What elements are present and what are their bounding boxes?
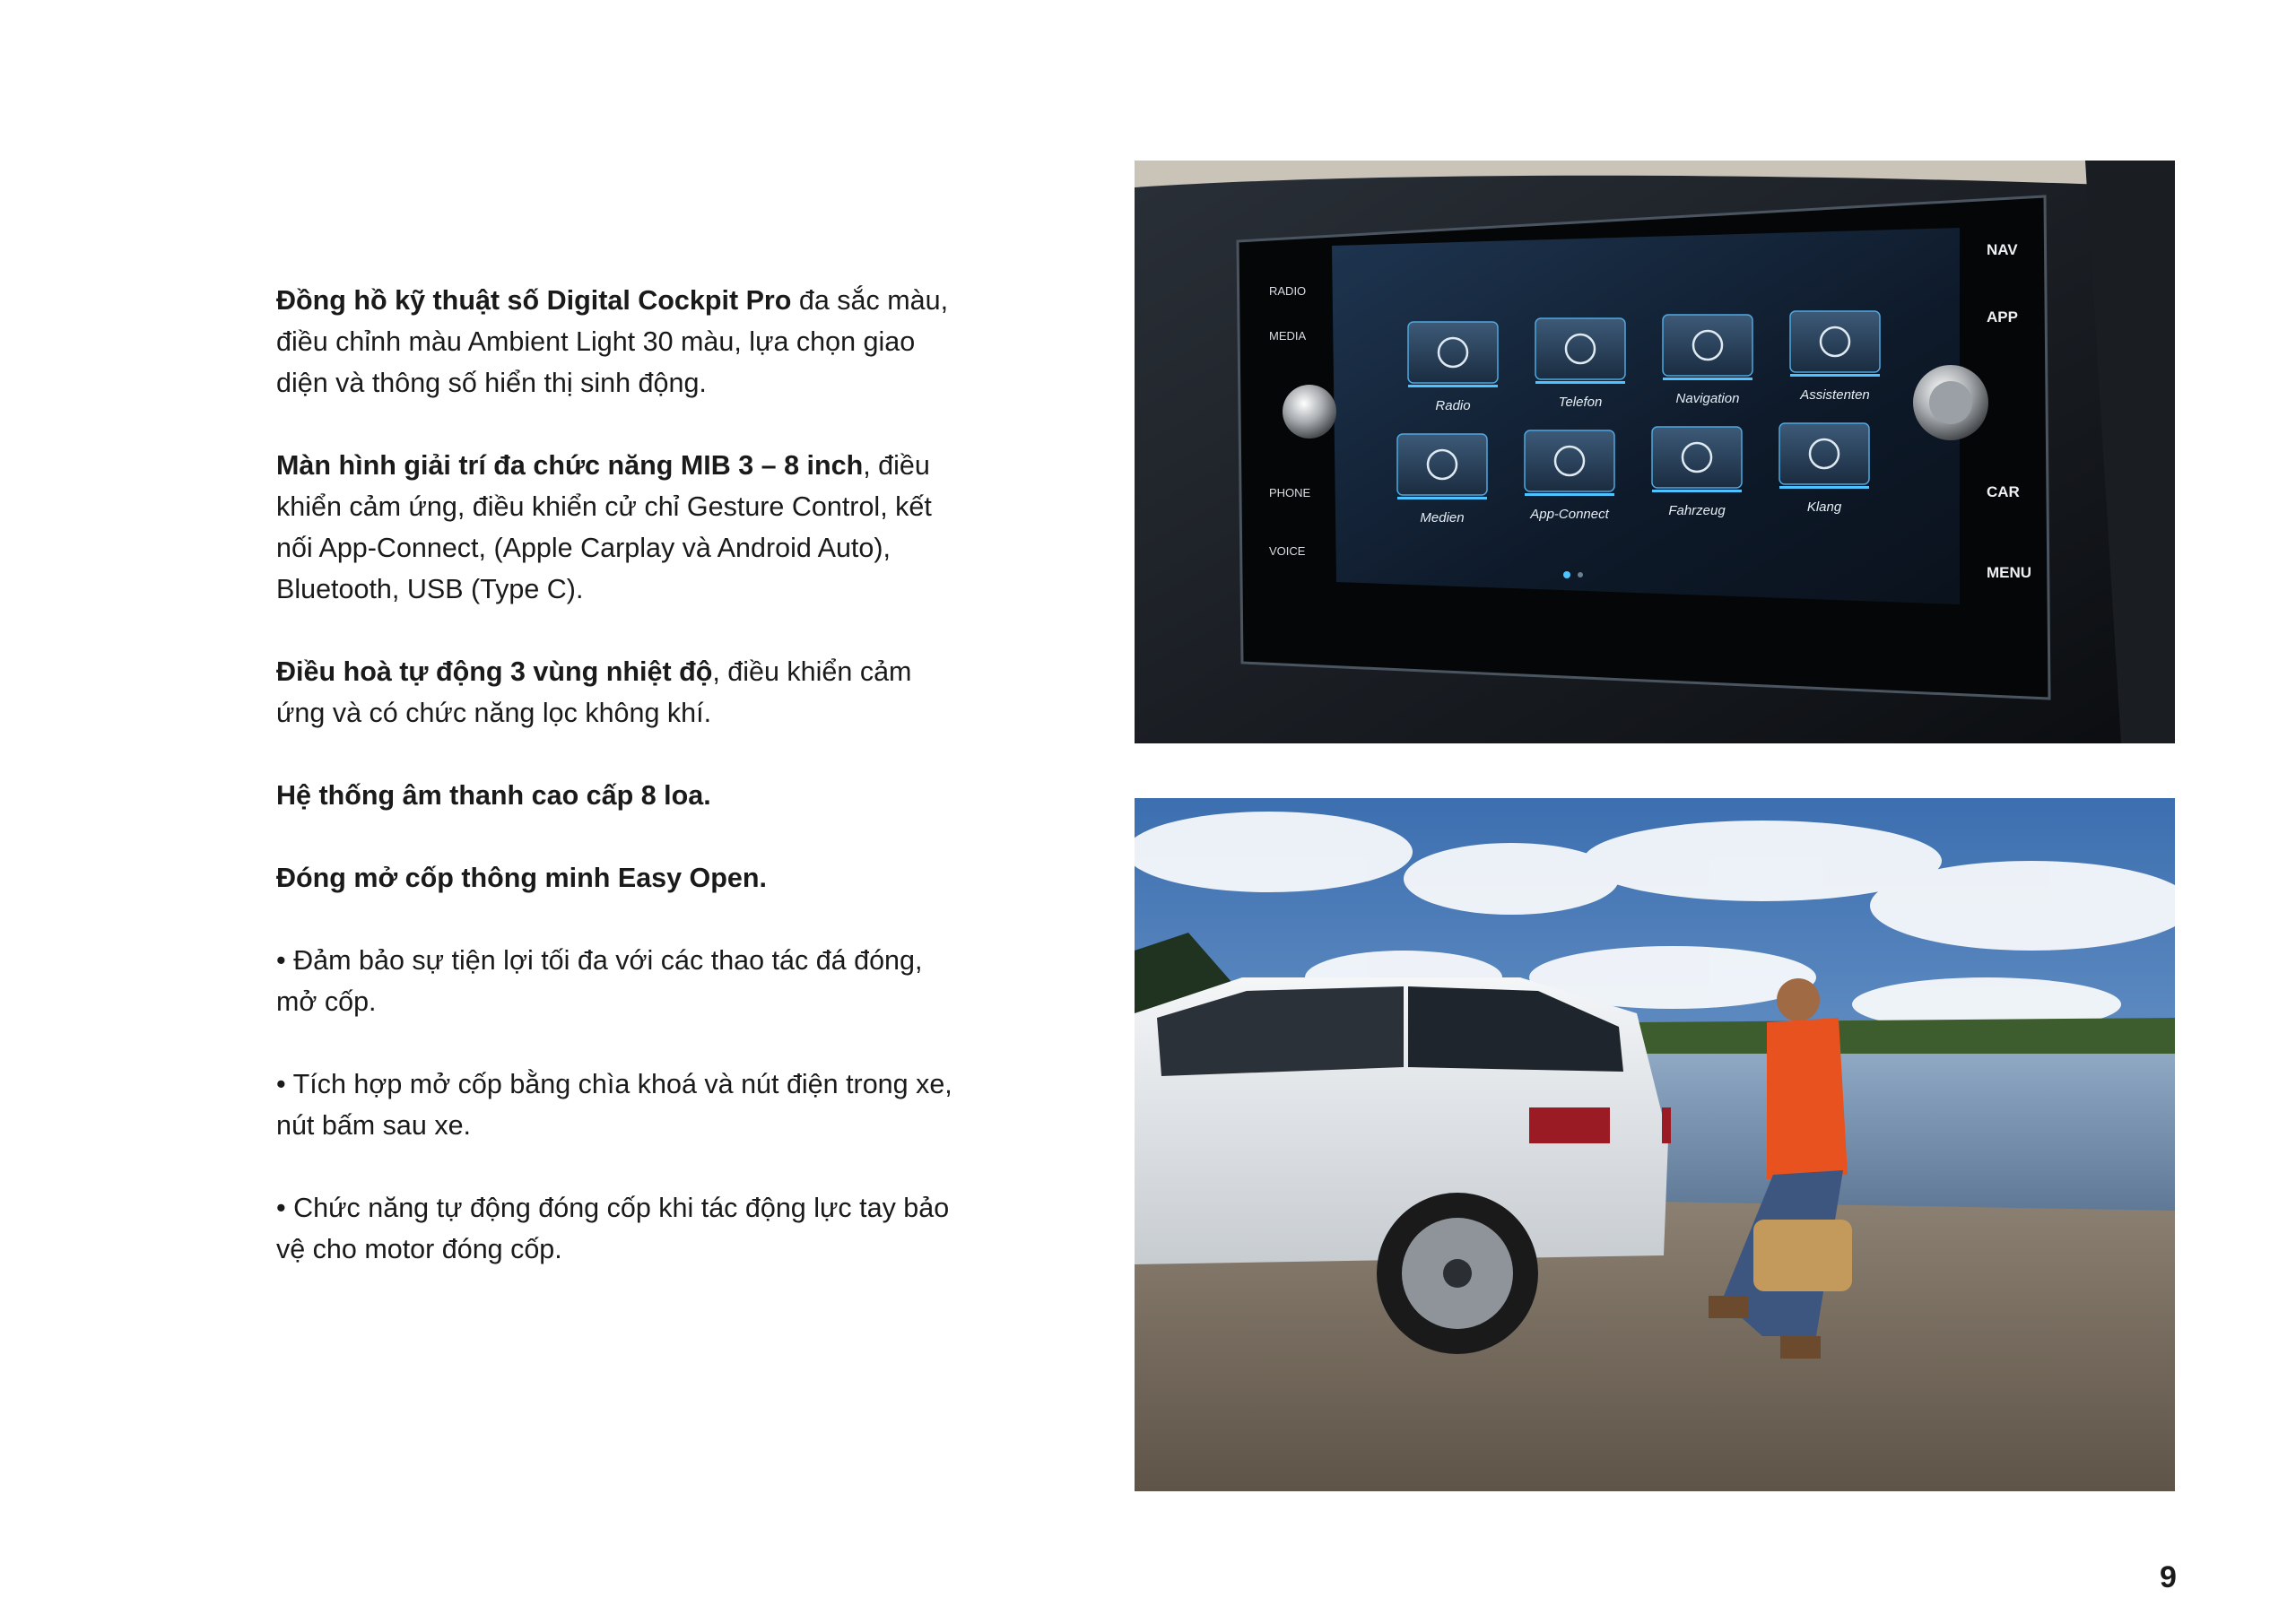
screen-button-voice[interactable]: VOICE xyxy=(1269,544,1306,558)
tile-label: Assistenten xyxy=(1800,387,1870,403)
tile-assistenten[interactable] xyxy=(1790,311,1880,403)
screen-button-car[interactable]: CAR xyxy=(1987,483,2020,500)
infotainment-photo xyxy=(1135,161,2175,743)
tile-label: App-Connect xyxy=(1530,507,1609,522)
screen-button-media[interactable]: MEDIA xyxy=(1269,329,1307,343)
easy-open-photo xyxy=(1135,798,2175,1491)
tile-label: Klang xyxy=(1806,499,1842,515)
bullet-kick-open: • Đảm bảo sự tiện lợi tối đa với các thao tác đá đóng, mở cốp. xyxy=(276,945,923,1017)
screen-button-nav[interactable]: NAV xyxy=(1987,241,2018,258)
screen-button-menu[interactable]: MENU xyxy=(1987,564,2032,581)
power-volume-knob[interactable] xyxy=(1283,385,1336,439)
tile-navigation[interactable] xyxy=(1663,315,1752,406)
bullet-key-open: • Tích hợp mở cốp bằng chìa khoá và nút điện trong xe, nút bấm sau xe. xyxy=(276,1069,952,1141)
tile-label: Radio xyxy=(1435,398,1471,413)
bullet-auto-close: • Chức năng tự động đóng cốp khi tác động lực tay bảo vệ cho motor đóng cốp. xyxy=(276,1193,950,1264)
page-dot xyxy=(1578,572,1583,578)
feature-climate: Điều hoà tự động 3 vùng nhiệt độ, điều khiển cảm ứng và có chức năng lọc không khí. xyxy=(276,656,912,728)
tile-label: Telefon xyxy=(1558,395,1603,410)
tile-label: Navigation xyxy=(1675,391,1740,406)
page-number: 9 xyxy=(2160,1560,2177,1594)
feature-audio: Hệ thống âm thanh cao cấp 8 loa. xyxy=(276,780,711,811)
screen-button-radio[interactable]: RADIO xyxy=(1269,284,1307,298)
feature-easy-open: Đóng mở cốp thông minh Easy Open. xyxy=(276,863,767,893)
tile-label: Fahrzeug xyxy=(1668,503,1726,518)
screen-button-app[interactable]: APP xyxy=(1987,308,2018,326)
screen-button-phone[interactable]: PHONE xyxy=(1269,486,1311,499)
feature-infotainment: Màn hình giải trí đa chức năng MIB 3 – 8 inch, điều khiển cảm ứng, điều khiển cử chỉ Gesture Control, kết nối App-Connect, (Apple Carplay và Android Auto), Bluetooth, USB (Type C). xyxy=(276,450,932,604)
feature-digital-cockpit: Đồng hồ kỹ thuật số Digital Cockpit Pro đa sắc màu, điều chỉnh màu Ambient Light 30 màu, lựa chọn giao diện và thông số hiển thị sinh động. xyxy=(276,285,949,398)
page-dot-active xyxy=(1563,571,1570,578)
tile-app-connect[interactable] xyxy=(1525,430,1614,522)
tile-label: Medien xyxy=(1420,510,1465,525)
feature-text xyxy=(276,280,958,1311)
